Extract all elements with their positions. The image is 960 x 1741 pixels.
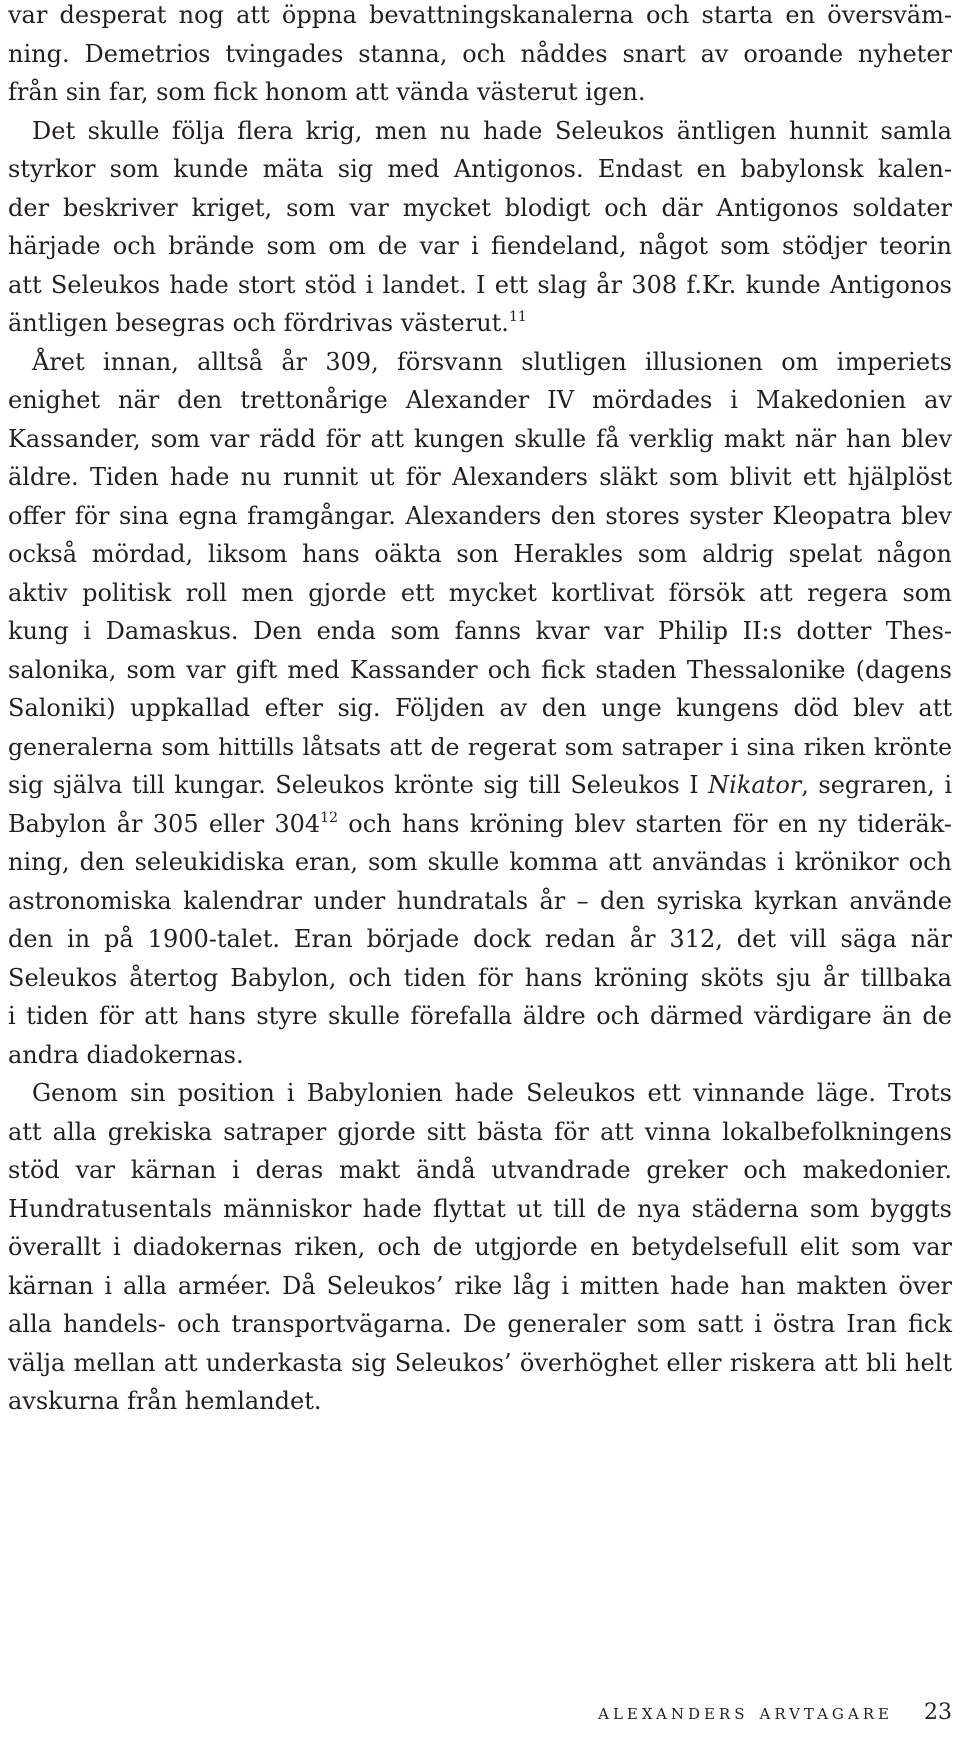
text-line: Kassander, som var rädd för att kungen skulle få verklig makt när han blev <box>8 424 952 453</box>
text-line: avskurna från hemlandet. <box>8 1387 322 1415</box>
text-line: också mördad, liksom hans oäkta son Herakles som aldrig spelat någon <box>8 540 952 568</box>
text-line <box>8 766 952 805</box>
text-line: Genom sin position i Babylonien hade Seleukos ett vinnande läge. Trots <box>32 1079 952 1107</box>
text-line: att Seleukos hade stort stöd i landet. I ett slag år 308 f.Kr. kunde Antigonos <box>8 270 952 299</box>
text-line: der beskriver kriget, som var mycket blodigt och där Antigonos soldater <box>8 193 952 222</box>
page-number: 23 <box>924 1700 952 1725</box>
italic-epithet: Nikator <box>708 771 802 799</box>
text-segment: , segraren, i <box>801 771 952 799</box>
paragraph <box>8 343 952 1075</box>
text-line: välja mellan att underkasta sig Seleukos’ överhöghet eller riskera att bli helt <box>8 1348 952 1377</box>
footnote-marker: 12 <box>320 809 338 826</box>
page-body <box>8 0 952 1421</box>
text-line: generalerna som hittills låtsats att de regerat som satraper i sina riken krönte <box>8 732 952 761</box>
text-line <box>8 304 952 343</box>
text-line: stöd var kärnan i deras makt ändå utvandrade greker och makedonier. <box>8 1156 952 1184</box>
text-line: offer för sina egna framgångar. Alexanders den stores syster Kleopatra blev <box>8 501 952 530</box>
text-line: Året innan, alltså år 309, försvann slutligen illusionen om imperiets <box>32 347 952 376</box>
text-line: Det skulle följa flera krig, men nu hade Seleukos äntligen hunnit samla <box>32 116 952 145</box>
text-line: överallt i diadokernas riken, och de utgjorde en betydelsefull elit som var <box>8 1233 952 1261</box>
text-line: kung i Damaskus. Den enda som fanns kvar var Philip II:s dotter Thes- <box>8 617 952 645</box>
text-segment: sig själva till kungar. Seleukos krönte sig till Seleukos I <box>8 771 709 799</box>
text-line: att alla grekiska satraper gjorde sitt bästa för att vinna lokalbefolkningens <box>8 1117 952 1146</box>
text-segment: och hans kröning blev starten för en ny tideräk- <box>338 809 952 838</box>
text-line: Saloniki) uppkallad efter sig. Följden av den unge kungens död blev att <box>8 694 952 722</box>
text-line: härjade och brände som om de var i fiendeland, något som stödjer teorin <box>8 232 952 260</box>
text-segment: Babylon år 305 eller 304 <box>8 809 321 838</box>
paragraph <box>8 112 952 343</box>
text-line: Hundratusentals människor hade flyttat ut till de nya städerna som byggts <box>8 1194 952 1223</box>
text-line: aktiv politisk roll men gjorde ett mycket kortlivat försök att regera som <box>8 578 952 607</box>
text-line: salonika, som var gift med Kassander och fick staden Thessalonike (dagens <box>8 655 952 684</box>
text-line: ning. Demetrios tvingades stanna, och nåddes snart av oroande nyheter <box>8 39 952 68</box>
text-line: från sin far, som fick honom att vända västerut igen. <box>8 78 646 106</box>
text-line: ning, den seleukidiska eran, som skulle komma att användas i krönikor och <box>8 848 952 876</box>
text-line: var desperat nog att öppna bevattningskanalerna och starta en översväm- <box>8 1 952 29</box>
text-line: kärnan i alla arméer. Då Seleukos’ rike låg i mitten hade han makten över <box>8 1271 952 1300</box>
paragraph <box>8 0 952 112</box>
text-line <box>8 805 952 844</box>
text-line: enighet när den trettonårige Alexander IV mördades i Makedonien av <box>8 386 952 414</box>
text-line: alla handels- och transportvägarna. De generaler som satt i östra Iran fick <box>8 1310 952 1338</box>
paragraph <box>8 1074 952 1421</box>
text-line: äldre. Tiden hade nu runnit ut för Alexanders släkt som blivit ett hjälplöst <box>8 463 952 491</box>
text-line: den in på 1900-talet. Eran började dock redan år 312, det vill säga när <box>8 925 952 953</box>
text-line: andra diadokernas. <box>8 1040 244 1069</box>
footnote-marker: 11 <box>508 309 527 325</box>
text-line: Seleukos återtog Babylon, och tiden för hans kröning sköts sju år tillbaka <box>8 963 952 992</box>
text-line: styrkor som kunde mäta sig med Antigonos. Endast en babylonsk kalen- <box>8 155 952 183</box>
text-line: i tiden för att hans styre skulle förefalla äldre och därmed värdigare än de <box>8 1002 952 1030</box>
page-footer <box>450 1698 952 1728</box>
running-head: alexanders arvtagare <box>598 1700 893 1725</box>
text-line: astronomiska kalendrar under hundratals år – den syriska kyrkan använde <box>8 886 952 915</box>
text-segment: äntligen besegras och fördrivas västerut. <box>8 309 509 337</box>
